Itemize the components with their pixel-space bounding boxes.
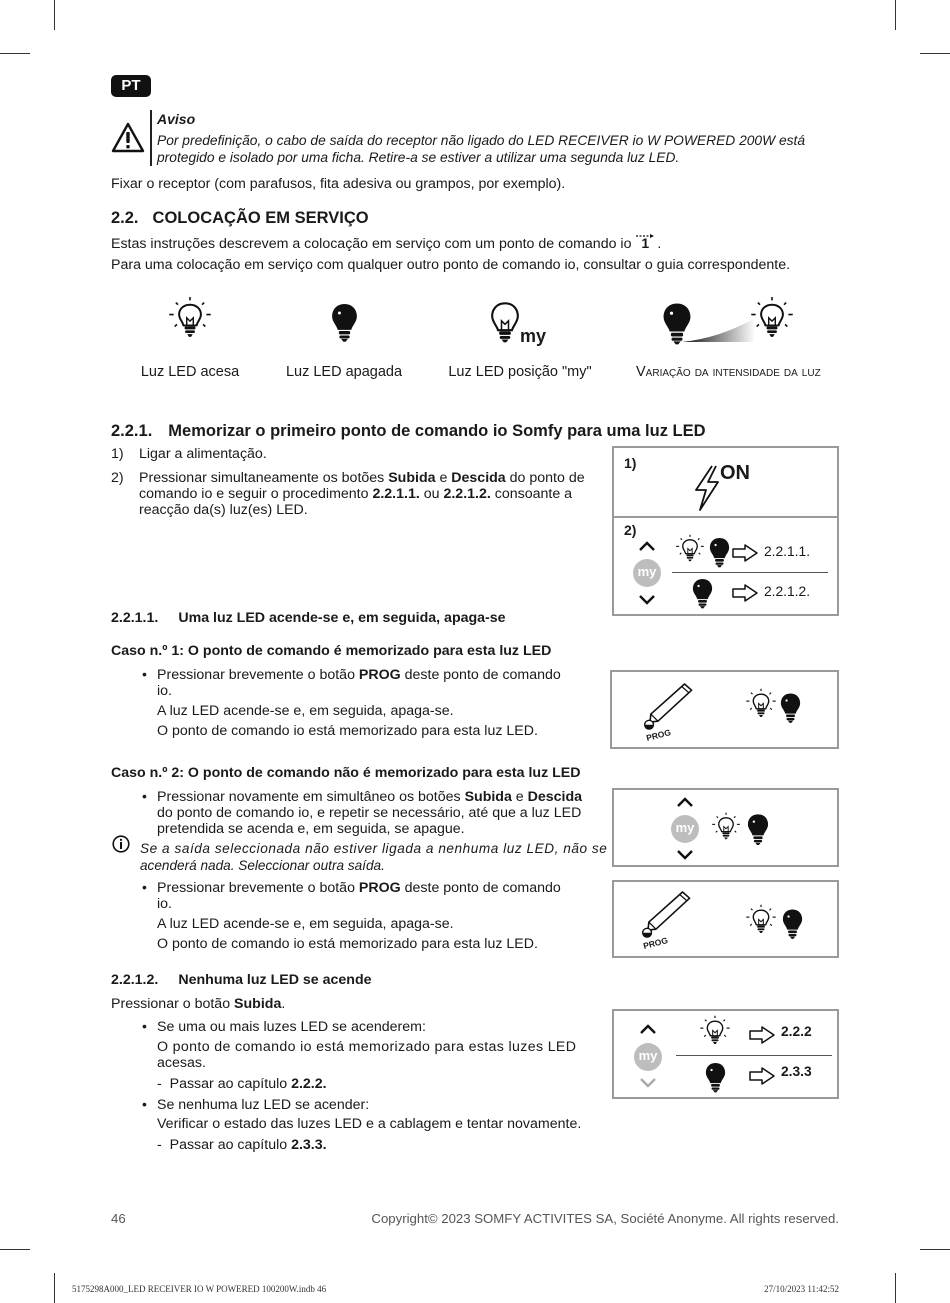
crop-mark [920,1249,950,1250]
figure-result [612,1009,839,1099]
case-2-title: Caso n.º 2: O ponto de comando não é memorizado para esta luz LED [111,765,581,781]
bold-text: Subida [234,996,282,1012]
figure-separator [672,572,828,573]
bulb-lit-icon [166,296,214,344]
chevron-down-icon [676,849,694,861]
dash: - [157,1137,170,1153]
case-line: A luz LED acende-se e, em seguida, apaga-se. [157,916,454,932]
arrow-right-icon [749,1026,775,1044]
intro-text: Estas instruções descrevem a colocação em serviço com um ponto de comando io [111,236,632,252]
sub-item [157,1137,327,1154]
pen-prog-icon [642,680,704,734]
legend-lit: Luz LED acesa [140,364,240,380]
subsubsection-heading [111,972,372,989]
bulb-my-icon [491,301,519,343]
legend-off: Luz LED apagada [285,364,403,380]
figure-prog [610,670,839,749]
chevron-up-icon [639,1023,657,1035]
warning-title: Aviso [157,111,196,127]
case-line: io. [157,683,172,699]
text: comando io e seguir o procedimento [139,486,373,502]
bulb-off-icon [782,907,803,940]
result-line: acesas. [157,1055,206,1071]
info-icon [112,835,130,853]
warning-icon [111,122,145,154]
text: Passar ao capítulo [169,1137,292,1153]
subsection-heading [111,422,706,442]
bold-text: Subida [388,470,436,486]
subsubsection-title: Uma luz LED acende-se e, em seguida, apaga-se [178,610,506,626]
case-line: O ponto de comando io está memorizado para esta luz LED. [157,723,538,739]
figure-ref: 2.2.1.1. [764,544,811,559]
intro-line-2: Para uma colocação em serviço com qualquer outro ponto de comando io, consultar o guia correspondente. [111,257,791,273]
case-1-title: Caso n.º 1: O ponto de comando é memorizado para esta luz LED [111,643,552,659]
bulb-lit-icon [744,688,778,722]
subsubsection-heading [111,610,506,627]
bold-text: 2.2.1.1. [372,486,420,502]
crop-mark [54,1273,55,1303]
step-2-number: 2) [111,470,124,486]
bullet: • [142,788,147,804]
crop-mark [920,53,950,54]
bold-text: PROG [358,667,401,683]
bold-text: Subida [464,789,512,805]
intro-line [111,234,661,253]
bulb-off-icon [780,691,801,724]
prog-label: PROG [642,935,669,951]
bulb-off-icon [709,536,730,568]
dash: - [157,1076,170,1092]
text: e [435,470,452,486]
figure-divider [614,516,837,518]
crop-mark [895,1273,896,1303]
text: Pressionar novamente em simultâneo os botões [157,789,465,805]
chevron-up-icon [676,796,694,808]
my-button-icon: my [634,1043,662,1071]
legend-variation: Variação da intensidade da luz [636,364,821,380]
prog-label: PROG [645,727,672,743]
case-line: do ponto de comando io, e repetir se necessário, até que a luz LED [157,805,582,821]
case-line [157,880,604,896]
step-1-number: 1) [111,446,124,462]
text: Pressionar o botão [111,996,235,1012]
chevron-down-icon [638,594,656,606]
case-line: pretendida se acenda e, em seguida, se apague. [157,821,465,837]
text: do ponto de [505,470,585,486]
bulb-off-icon [747,812,769,846]
arrow-right-icon [749,1067,775,1085]
io-remote-number: 1 [641,235,650,251]
result-line: Se nenhuma luz LED se acender: [157,1097,370,1113]
subsubsection-number: 2.2.1.1. [111,610,159,626]
step-1-text: Ligar a alimentação. [139,446,267,462]
power-icon [690,464,724,512]
step-2-line [139,486,606,502]
section-title: COLOCAÇÃO EM SERVIÇO [152,209,369,227]
arrow-right-icon [732,584,758,602]
press-instruction [111,996,285,1013]
print-slug-date: 27/10/2023 11:42:52 [764,1284,839,1294]
bold-text: Descida [527,789,583,805]
text: Pressionar brevemente o botão [157,667,359,683]
case-2-text [157,789,607,837]
warning-bar [150,110,152,166]
text: e [511,789,528,805]
case-line: A luz LED acende-se e, em seguida, apaga-se. [157,703,454,719]
legend-my: Luz LED posição "my" [448,364,592,380]
case-1-text [157,667,604,739]
case-line: io. [157,896,172,912]
figure-ref: 2.3.3 [781,1064,812,1079]
note-line: Se a saída seleccionada não estiver ligada a nenhuma luz LED, não se [140,841,608,856]
figure-separator [676,1055,832,1056]
result-1-text [157,1019,601,1071]
text: deste ponto de comando [400,667,561,683]
bulb-off-icon [705,1061,726,1093]
my-button-icon: my [633,559,661,587]
bullet: • [142,879,147,895]
my-position-label: my [520,326,547,346]
arrow-right-icon [732,544,758,562]
result-line: O ponto de comando io está memorizado para estas luzes LED [157,1039,577,1055]
case-line [157,789,607,805]
text: Pressionar simultaneamente os botões [139,470,389,486]
copyright: Copyright© 2023 SOMFY ACTIVITES SA, Société Anonyme. All rights reserved. [371,1211,839,1226]
bold-text: PROG [358,880,401,896]
bullet: • [142,1018,147,1034]
light-dimming-icon [660,296,800,348]
case-2b-text [157,880,604,952]
result-line: Verificar o estado das luzes LED e a cablagem e tentar novamente. [157,1116,582,1132]
bulb-lit-icon [710,812,742,844]
pen-prog-icon [640,888,702,942]
warning-line: protegido e isolado por uma ficha. Retire-a se estiver a utilizar uma segunda luz LED. [157,149,680,165]
figure-steps [612,446,839,616]
bulb-lit-icon [744,904,778,938]
subsubsection-number: 2.2.1.2. [111,972,159,988]
crop-mark [895,0,896,30]
figure-ref: 2.2.2 [781,1024,812,1039]
text: ou [419,486,444,502]
sub-item [157,1076,327,1093]
crop-mark [54,0,55,30]
section-number: 2.2. [111,209,139,227]
bulb-off-icon [692,577,713,609]
chapter-link: 2.2.2. [291,1076,327,1092]
bullet: • [142,1096,147,1112]
bold-text: 2.2.1.2. [443,486,491,502]
result-line: Se uma ou mais luzes LED se acenderem: [157,1019,426,1035]
text: deste ponto de comando [400,880,561,896]
step-2-text [139,470,606,518]
bulb-lit-icon [698,1015,732,1049]
case-line: O ponto de comando io está memorizado para esta luz LED. [157,936,538,952]
note-text [140,841,607,874]
warning-line: Por predefinição, o cabo de saída do receptor não ligado do LED RECEIVER io W POWERED 200W está [157,133,806,148]
section-heading [111,209,369,229]
chevron-down-icon [639,1077,657,1089]
figure-up-down [612,788,839,867]
chevron-up-icon [638,540,656,552]
page-number: 46 [111,1211,126,1226]
case-line [157,667,604,683]
bullet: • [142,666,147,682]
text: . [281,996,286,1012]
bulb-lit-icon [674,534,706,566]
figure-step-1-label: 1) [624,455,637,471]
step-2-line: reacção da(s) luz(es) LED. [139,502,308,518]
fix-instruction: Fixar o receptor (com parafusos, fita adesiva ou grampos, por exemplo). [111,176,566,192]
crop-mark [0,1249,30,1250]
subsubsection-title: Nenhuma luz LED se acende [178,972,372,988]
power-on-label: ON [720,462,750,484]
warning-text [157,133,827,166]
note-line: acenderá nada. Seleccionar outra saída. [140,857,385,873]
subsection-number: 2.2.1. [111,422,153,440]
figure-prog [612,880,839,958]
language-tag: PT [111,75,151,97]
figure-ref: 2.2.1.2. [764,584,811,599]
text: Pressionar brevemente o botão [157,880,359,896]
bulb-off-icon [331,301,358,343]
crop-mark [0,53,30,54]
io-remote-icon [635,234,657,250]
subsection-title: Memorizar o primeiro ponto de comando io Somfy para uma luz LED [168,422,706,440]
text: Passar ao capítulo [169,1076,292,1092]
bold-text: Descida [451,470,506,486]
chapter-link: 2.3.3. [291,1137,327,1153]
figure-step-2-label: 2) [624,522,637,538]
text: consoante a [490,486,573,502]
my-button-icon: my [671,815,699,843]
step-2-line [139,470,606,486]
print-slug-file: 5175298A000_LED RECEIVER IO W POWERED 100200W.indb 46 [72,1284,327,1294]
intro-period: . [657,236,662,252]
